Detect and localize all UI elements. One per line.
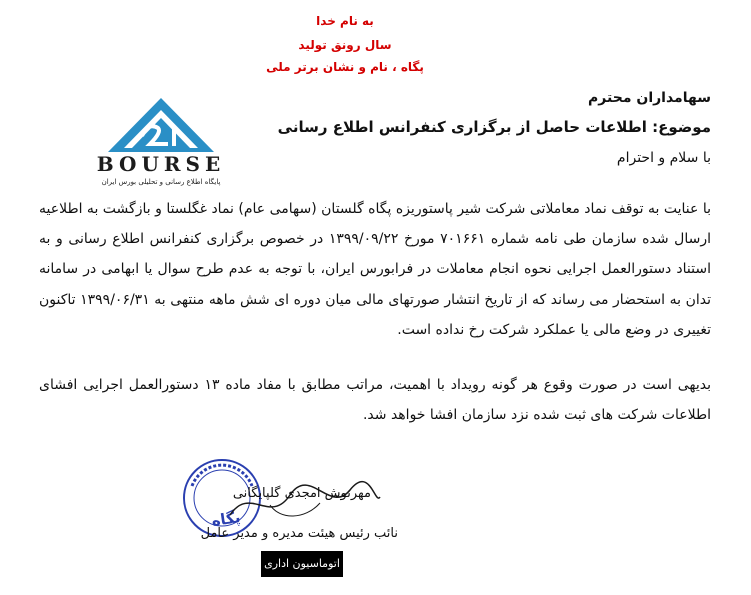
subject-line: موضوع: اطلاعات حاصل از برگزاری کنفرانس اطلاع رسانی <box>277 118 711 136</box>
body-paragraph-2: بدیهی است در صورت وقوع هر گونه رویداد با اهمیت، مراتب مطابق با مفاد ماده ۱۳ دستورالعمل اجرایی افشای اطلاعات شرکت های ثبت شده نزد سازمان افشا خواهد شد. <box>39 377 711 424</box>
bourse-logo-mark-icon <box>90 96 232 156</box>
header-line-1: به نام خدا <box>316 14 374 28</box>
addressee: سهامداران محترم <box>588 90 711 106</box>
logo-wordmark: BOURSE <box>96 152 226 176</box>
signatory-name: مهرنوش امجدی گلپایگانی <box>232 486 371 501</box>
logo-subtitle: پایگاه اطلاع رسانی و تحلیلی بورس ایران <box>101 178 221 186</box>
automation-stamp: اتوماسیون اداری <box>261 551 343 577</box>
header-line-3: پگاه ، نام و نشان برتر ملی <box>266 60 424 74</box>
seal-brand: پگاه <box>210 508 242 530</box>
greeting: با سلام و احترام <box>616 150 711 166</box>
signatory-title: نائب رئیس هیئت مدیره و مدیر عامل <box>200 526 398 541</box>
body-paragraph-1: با عنایت به توقف نماد معاملاتی شرکت شیر پاستوریزه پگاه گلستان (سهامی عام) نماد غگلستا و بازگشت به اطلاعیه ارسال شده سازمان طی نامه شماره ۷۰۱۶۶۱ مورخ ۱۳۹۹/۰۹/۲۲ در خصوص برگزاری کنفرانس اطلاع رسانی و به استناد دستورالعمل اجرایی نحوه انجام معاملات در فرابورس ایران، با توجه به عدم طرح سوال یا ابهامی در سامانه تدان به استحضار می رساند که از تاریخ انتشار صورتهای مالی میان دوره ای شش ماهه منتهی به ۱۳۹۹/۰۶/۳۱ تاکنون تغییری در وضع مالی یا عملکرد شرکت رخ نداده است. <box>39 201 711 338</box>
bourse-logo <box>90 96 232 196</box>
header-line-2: سال رونق تولید <box>298 38 392 52</box>
